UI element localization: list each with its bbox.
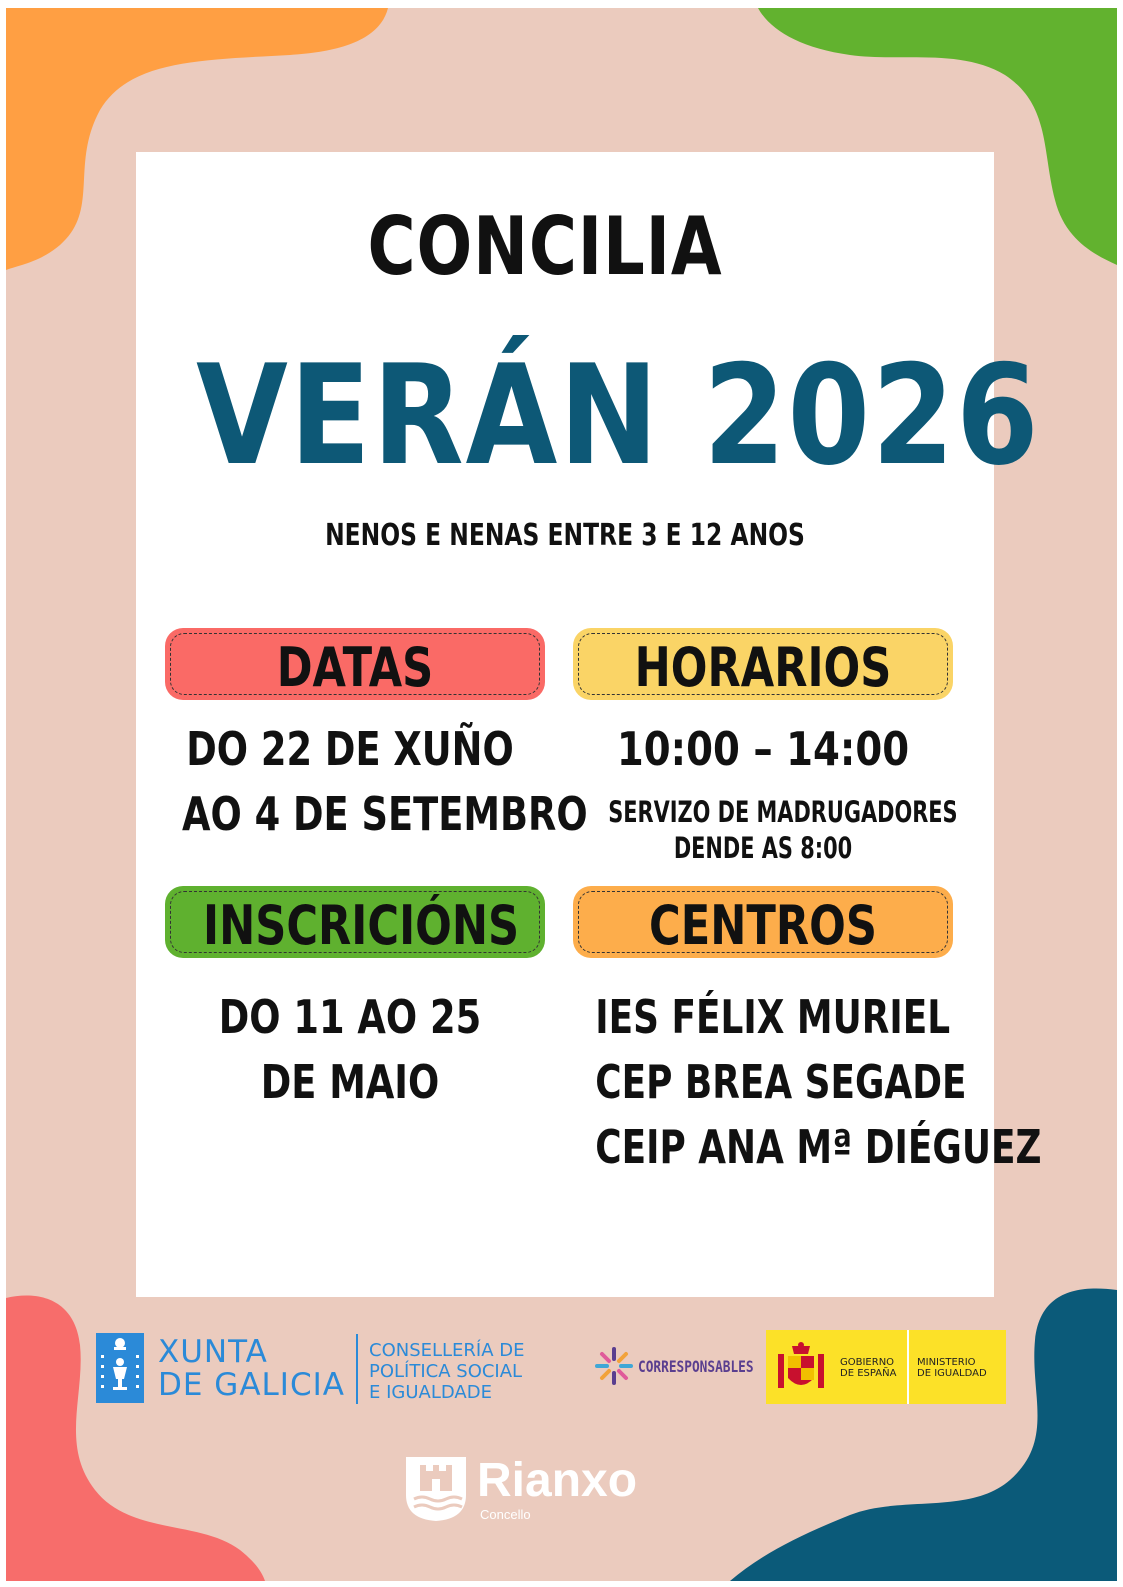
- datas-line-1: DO 22 DE XUÑO: [186, 722, 514, 776]
- gobierno-line-1: GOBIERNO: [840, 1357, 895, 1368]
- xunta-line-1: XUNTA: [158, 1334, 268, 1370]
- horarios-time: 10:00 – 14:00: [616, 722, 910, 776]
- conselleria-line-1: CONSELLERÍA DE: [369, 1340, 525, 1361]
- rianxo-label: Rianxo: [477, 1454, 638, 1507]
- corresponsables-star-icon: [594, 1346, 634, 1386]
- inscricions-label-pill: [165, 886, 545, 958]
- centros-label: CENTROS: [649, 894, 877, 957]
- ministerio-line-2: DE IGUALDAD: [917, 1368, 987, 1379]
- corresponsables-label: CORRESPONSABLES: [638, 1357, 754, 1376]
- subtitle-ages: NENOS E NENAS ENTRE 3 E 12 ANOS: [325, 518, 805, 553]
- concello-label: Concello: [480, 1507, 531, 1522]
- xunta-line-2: DE GALICIA: [158, 1367, 345, 1403]
- conselleria-line-3: E IGUALDADE: [369, 1382, 492, 1403]
- centros-line-1: IES FÉLIX MURIEL: [595, 990, 951, 1044]
- inscricions-line-2: DE MAIO: [260, 1055, 440, 1109]
- title-veran-2026: VERÁN 2026: [196, 335, 1041, 496]
- xunta-divider: [356, 1334, 358, 1404]
- title-concilia: CONCILIA: [367, 200, 723, 293]
- conselleria-line-2: POLÍTICA SOCIAL: [369, 1361, 523, 1382]
- horarios-note-line-2: DENDE AS 8:00: [673, 831, 853, 865]
- centros-line-2: CEP BREA SEGADE: [595, 1055, 967, 1109]
- rianxo-castle-icon: [404, 1455, 468, 1523]
- inscricions-label: INSCRICIÓNS: [203, 894, 520, 957]
- inscricions-line-1: DO 11 AO 25: [218, 990, 482, 1044]
- horarios-label: HORARIOS: [634, 636, 892, 699]
- ministerio-line-1: MINISTERIO: [917, 1357, 976, 1368]
- datas-label-pill: [165, 628, 545, 700]
- datas-label: DATAS: [276, 636, 434, 699]
- xunta-coat-of-arms-icon: [96, 1333, 144, 1403]
- centros-label-pill: [573, 886, 953, 958]
- datas-line-2: AO 4 DE SETEMBRO: [182, 787, 588, 841]
- horarios-note-line-1: SERVIZO DE MADRUGADORES: [608, 795, 958, 829]
- centros-line-3: CEIP ANA Mª DIÉGUEZ: [595, 1120, 1042, 1174]
- spain-coat-of-arms-icon: [776, 1340, 826, 1396]
- horarios-label-pill: [573, 628, 953, 700]
- gobierno-divider: [907, 1330, 909, 1404]
- gobierno-line-2: DE ESPAÑA: [840, 1368, 897, 1379]
